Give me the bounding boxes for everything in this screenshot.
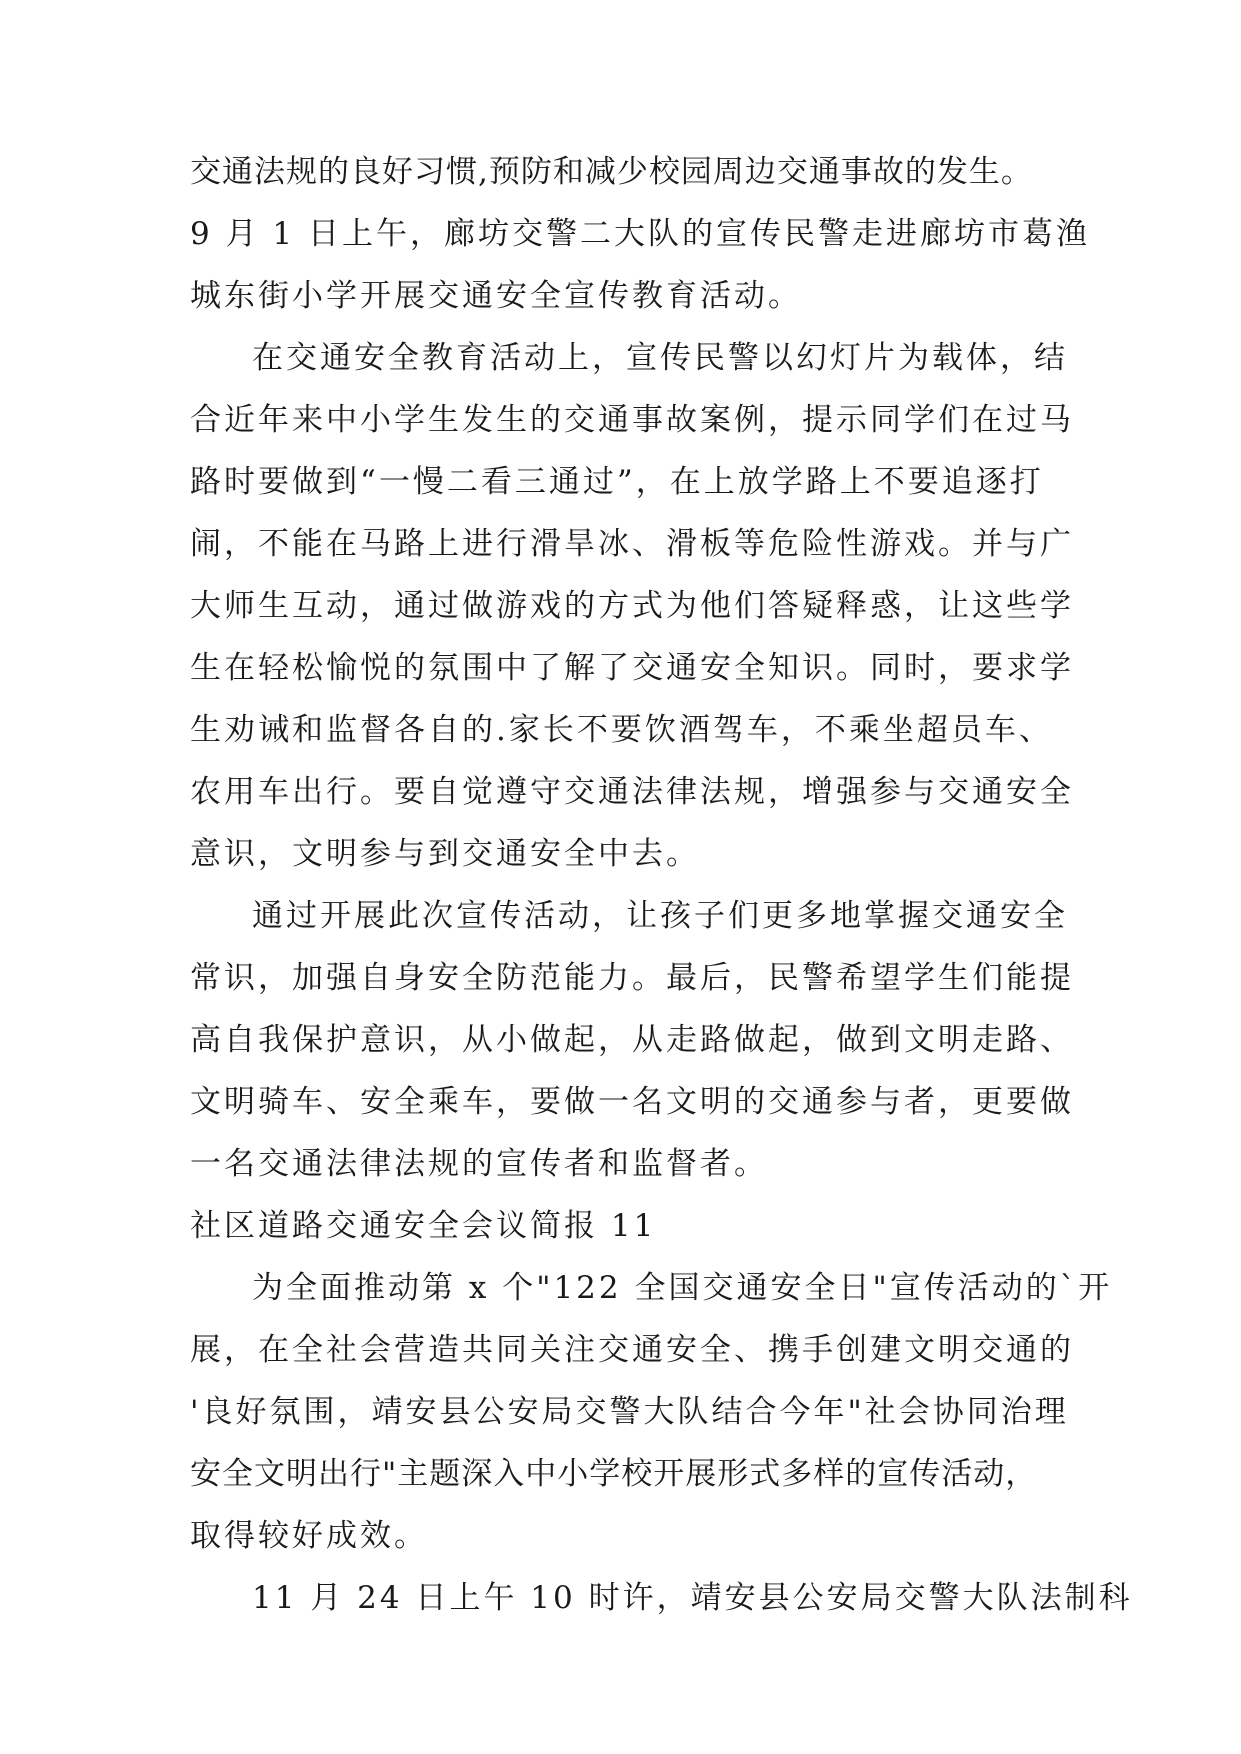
text-line: 生劝诫和监督各自的.家长不要饮酒驾车，不乘坐超员车、 [190,712,1053,748]
text-line: 取得较好成效。 [190,1518,428,1554]
text-line: 意识，文明参与到交通安全中去。 [190,836,700,872]
text-line: 农用车出行。要自觉遵守交通法律法规，增强参与交通安全 [190,774,1074,810]
paragraph-first-line: 为全面推动第 x 个"122 全国交通安全日"宣传活动的`开 [252,1270,1113,1306]
paragraph-first-line: 通过开展此次宣传活动，让孩子们更多地掌握交通安全 [252,898,1068,934]
text-line: 一名交通法律法规的宣传者和监督者。 [190,1146,768,1182]
text-line: 路时要做到“一慢二看三通过”，在上放学路上不要追逐打 [190,464,1044,500]
section-heading: 社区道路交通安全会议简报 11 [190,1208,657,1244]
text-line: 交通法规的良好习惯,预防和减少校园周边交通事故的发生。 [190,154,1033,190]
text-line: 合近年来中小学生发生的交通事故案例，提示同学们在过马 [190,402,1074,438]
text-line: 高自我保护意识，从小做起，从走路做起，做到文明走路、 [190,1022,1074,1058]
text-line: 9 月 1 日上午，廊坊交警二大队的宣传民警走进廊坊市葛渔 [190,216,1091,252]
text-line: 安全文明出行"主题深入中小学校开展形式多样的宣传活动， [190,1456,1038,1492]
paragraph-first-line: 11 月 24 日上午 10 时许，靖安县公安局交警大队法制科 [252,1580,1133,1616]
text-line: 城东街小学开展交通安全宣传教育活动。 [190,278,802,314]
text-line: 大师生互动，通过做游戏的方式为他们答疑释惑，让这些学 [190,588,1074,624]
text-line: 文明骑车、安全乘车，要做一名文明的交通参与者，更要做 [190,1084,1074,1120]
text-line: 常识，加强自身安全防范能力。最后，民警希望学生们能提 [190,960,1074,996]
text-line: 展，在全社会营造共同关注交通安全、携手创建文明交通的 [190,1332,1074,1368]
text-line: 闹，不能在马路上进行滑旱冰、滑板等危险性游戏。并与广 [190,526,1074,562]
paragraph-first-line: 在交通安全教育活动上，宣传民警以幻灯片为载体，结 [252,340,1068,376]
text-line: '良好氛围，靖安县公安局交警大队结合今年"社会协同治理 [190,1394,1069,1430]
text-line: 生在轻松愉悦的氛围中了解了交通安全知识。同时，要求学 [190,650,1074,686]
